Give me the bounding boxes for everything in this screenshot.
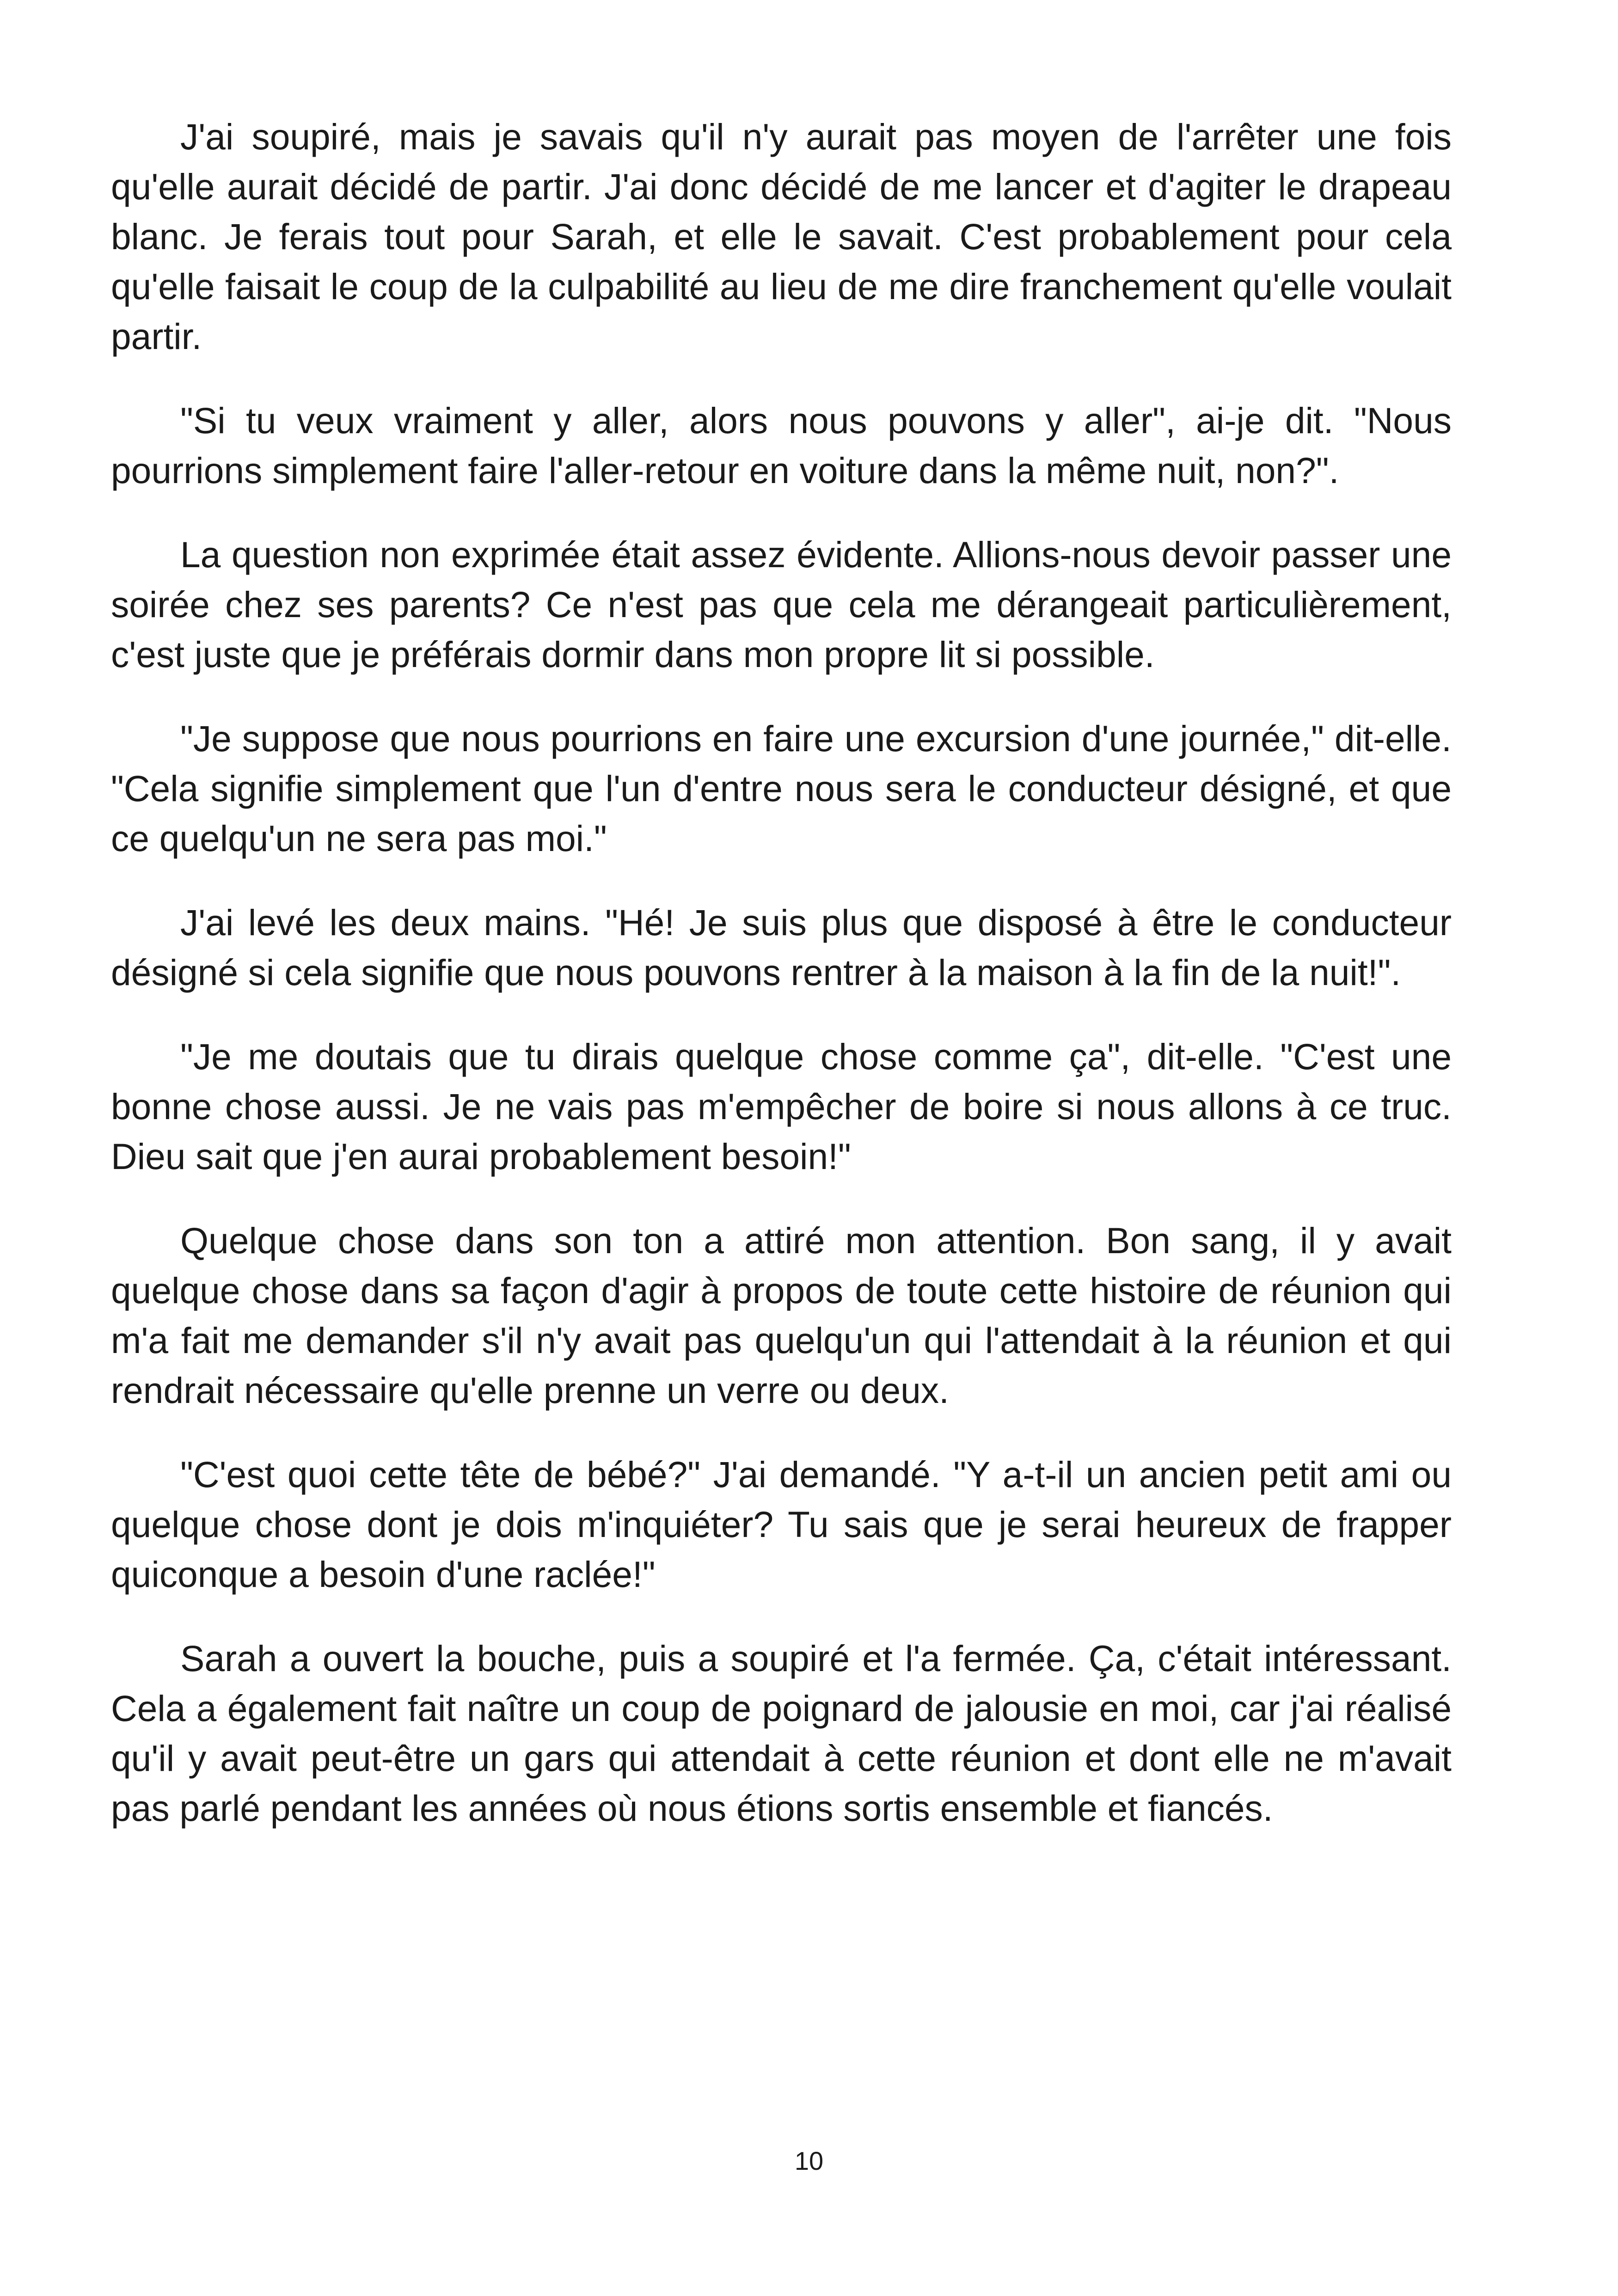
- paragraph-9: Sarah a ouvert la bouche, puis a soupiré et l'a fermée. Ça, c'était intéressant. Cela a également fait naître un coup de poignard de jalousie en moi, car j'ai réalisé qu'il y avait peut-être un gars qui attendait à cette réunion et dont elle ne m'avait pas parlé pendant les années où nous étions sortis ensemble et fiancés.: [111, 1638, 1452, 1829]
- paragraph-2: "Si tu veux vraiment y aller, alors nous pouvons y aller", ai-je dit. "Nous pourrions simplement faire l'aller-retour en voiture dans la même nuit, non?".: [111, 400, 1452, 491]
- paragraph-1: J'ai soupiré, mais je savais qu'il n'y aurait pas moyen de l'arrêter une fois qu'elle aurait décidé de partir. J'ai donc décidé de me lancer et d'agiter le drapeau blanc. Je ferais tout pour Sarah, et elle le savait. C'est probablement pour cela qu'elle faisait le coup de la culpabilité au lieu de me dire franchement qu'elle voulait partir.: [111, 116, 1452, 357]
- paragraph-5: J'ai levé les deux mains. "Hé! Je suis plus que disposé à être le conducteur désigné si cela signifie que nous pouvons rentrer à la maison à la fin de la nuit!".: [111, 902, 1452, 993]
- page-body: [111, 112, 1452, 1867]
- paragraph-6: "Je me doutais que tu dirais quelque chose comme ça", dit-elle. "C'est une bonne chose aussi. Je ne vais pas m'empêcher de boire si nous allons à ce truc. Dieu sait que j'en aurai probablement besoin!": [111, 1036, 1452, 1177]
- paragraph-7: Quelque chose dans son ton a attiré mon attention. Bon sang, il y avait quelque chose dans sa façon d'agir à propos de toute cette histoire de réunion qui m'a fait me demander s'il n'y avait pas quelqu'un qui l'attendait à la réunion et qui rendrait nécessaire qu'elle prenne un verre ou deux.: [111, 1220, 1452, 1411]
- page-number: 10: [794, 2146, 824, 2175]
- paragraph-4: "Je suppose que nous pourrions en faire une excursion d'une journée," dit-elle. "Cela signifie simplement que l'un d'entre nous sera le conducteur désigné, et que ce quelqu'un ne sera pas moi.": [111, 718, 1452, 859]
- paragraph-3: La question non exprimée était assez évidente. Allions-nous devoir passer une soirée chez ses parents? Ce n'est pas que cela me dérangeait particulièrement, c'est juste que je préférais dormir dans mon propre lit si possible.: [111, 534, 1452, 675]
- paragraph-8: "C'est quoi cette tête de bébé?" J'ai demandé. "Y a-t-il un ancien petit ami ou quelque chose dont je dois m'inquiéter? Tu sais que je serai heureux de frapper quiconque a besoin d'une raclée!": [111, 1454, 1452, 1595]
